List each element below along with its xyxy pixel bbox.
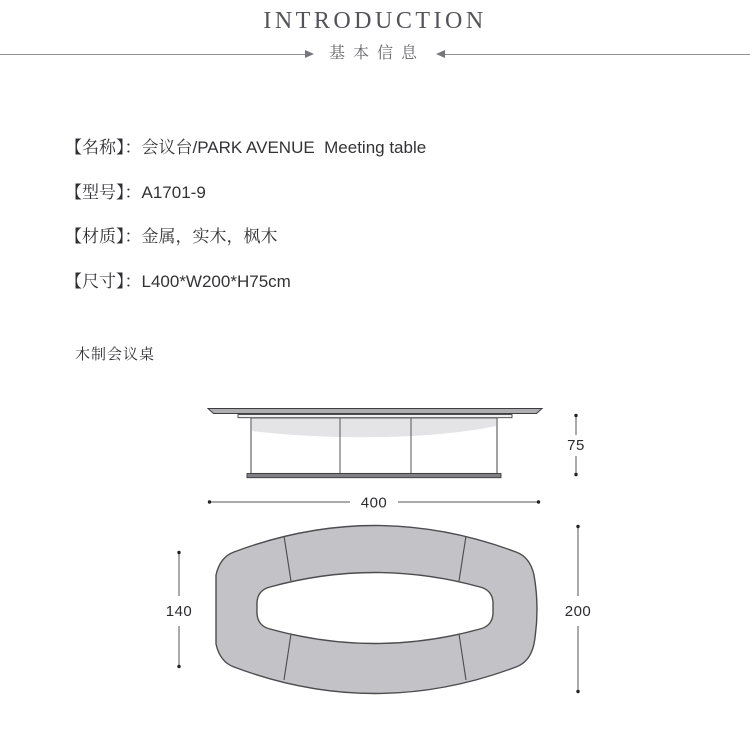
spec-value: A1701-9 xyxy=(141,182,206,202)
spec-label: 【型号】： xyxy=(65,182,142,202)
spec-value: 金属，实木，枫木 xyxy=(141,227,278,246)
spec-label: 【名称】： xyxy=(65,138,142,157)
dimension-depth xyxy=(565,525,592,693)
dim-depth-label: 200 xyxy=(564,603,592,620)
table-inner-cutout xyxy=(257,573,493,644)
dimension-length xyxy=(208,495,540,512)
dimension-height xyxy=(567,414,585,476)
dimension-end-width xyxy=(166,551,193,668)
spec-value: L400*W200*H75cm xyxy=(141,271,291,291)
spec-row-size xyxy=(65,267,426,291)
spec-label: 【尺寸】： xyxy=(65,271,142,291)
spec-row-name xyxy=(65,133,426,157)
dim-length-label: 400 xyxy=(360,494,388,512)
tabletop xyxy=(208,409,542,414)
subtitle-text: 基本信息 xyxy=(329,45,426,62)
cabinet-base xyxy=(247,474,501,478)
technical-drawing xyxy=(0,395,750,733)
tabletop-support xyxy=(238,415,512,418)
spec-list xyxy=(65,133,426,311)
arrow-left-icon xyxy=(436,50,445,58)
drawing-caption: 木制会议桌 xyxy=(75,346,156,363)
spec-value: 会议台/PARK AVENUE Meeting table xyxy=(141,138,427,157)
side-view-drawing xyxy=(208,409,542,478)
dim-height-label: 75 xyxy=(567,437,585,454)
subtitle-divider xyxy=(0,44,750,64)
dim-end-width-label: 140 xyxy=(165,603,193,620)
arrow-right-icon xyxy=(305,50,314,58)
top-view-drawing xyxy=(216,526,537,694)
spec-label: 【材质】： xyxy=(65,227,142,246)
spec-row-material xyxy=(65,222,426,246)
page-title: INTRODUCTION xyxy=(263,8,487,34)
divider-line-left xyxy=(0,54,305,55)
divider-line-right xyxy=(445,54,750,55)
spec-row-model xyxy=(65,178,426,202)
